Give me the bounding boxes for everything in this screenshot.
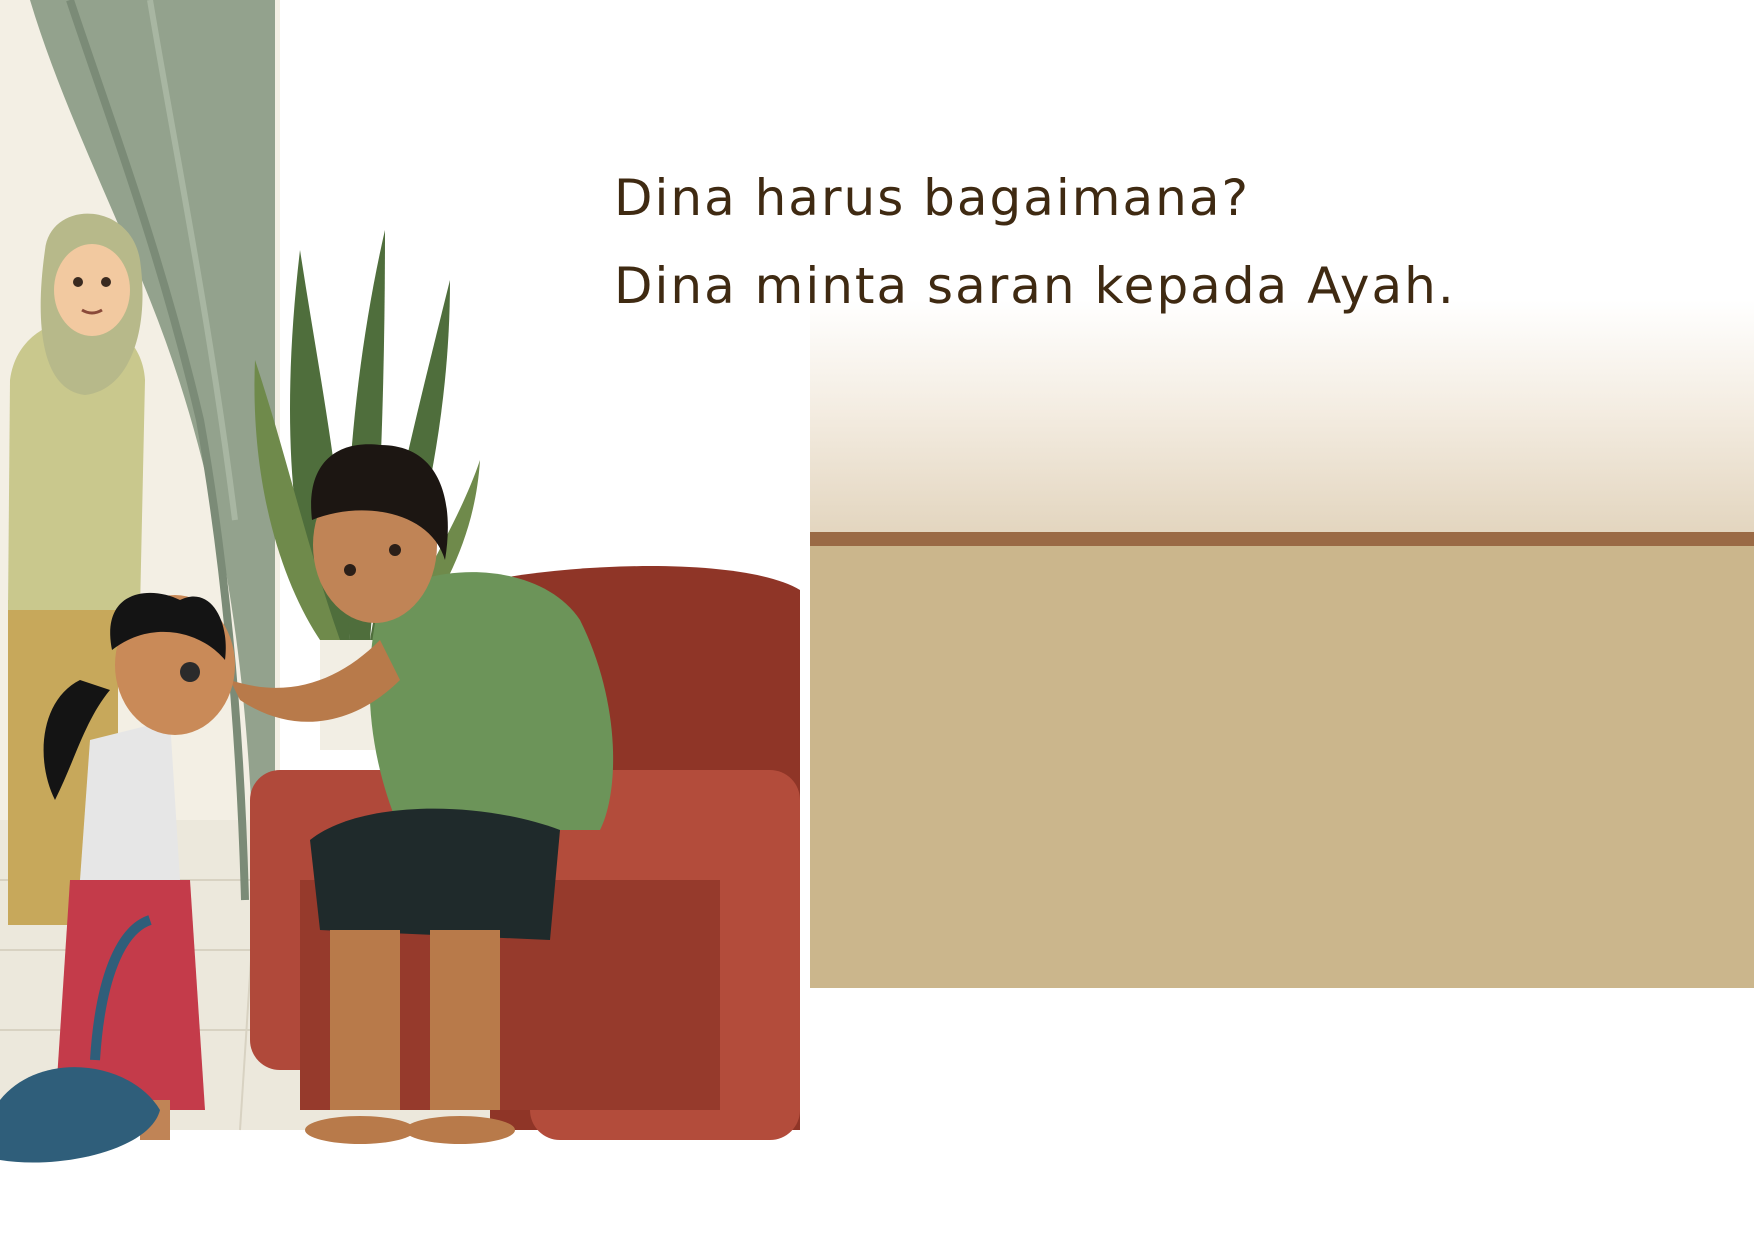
story-text-block [614, 168, 1456, 344]
story-line-question: Dina harus bagaimana? [614, 169, 1250, 227]
story-line-advice: Dina minta saran kepada Ayah. [614, 257, 1456, 315]
